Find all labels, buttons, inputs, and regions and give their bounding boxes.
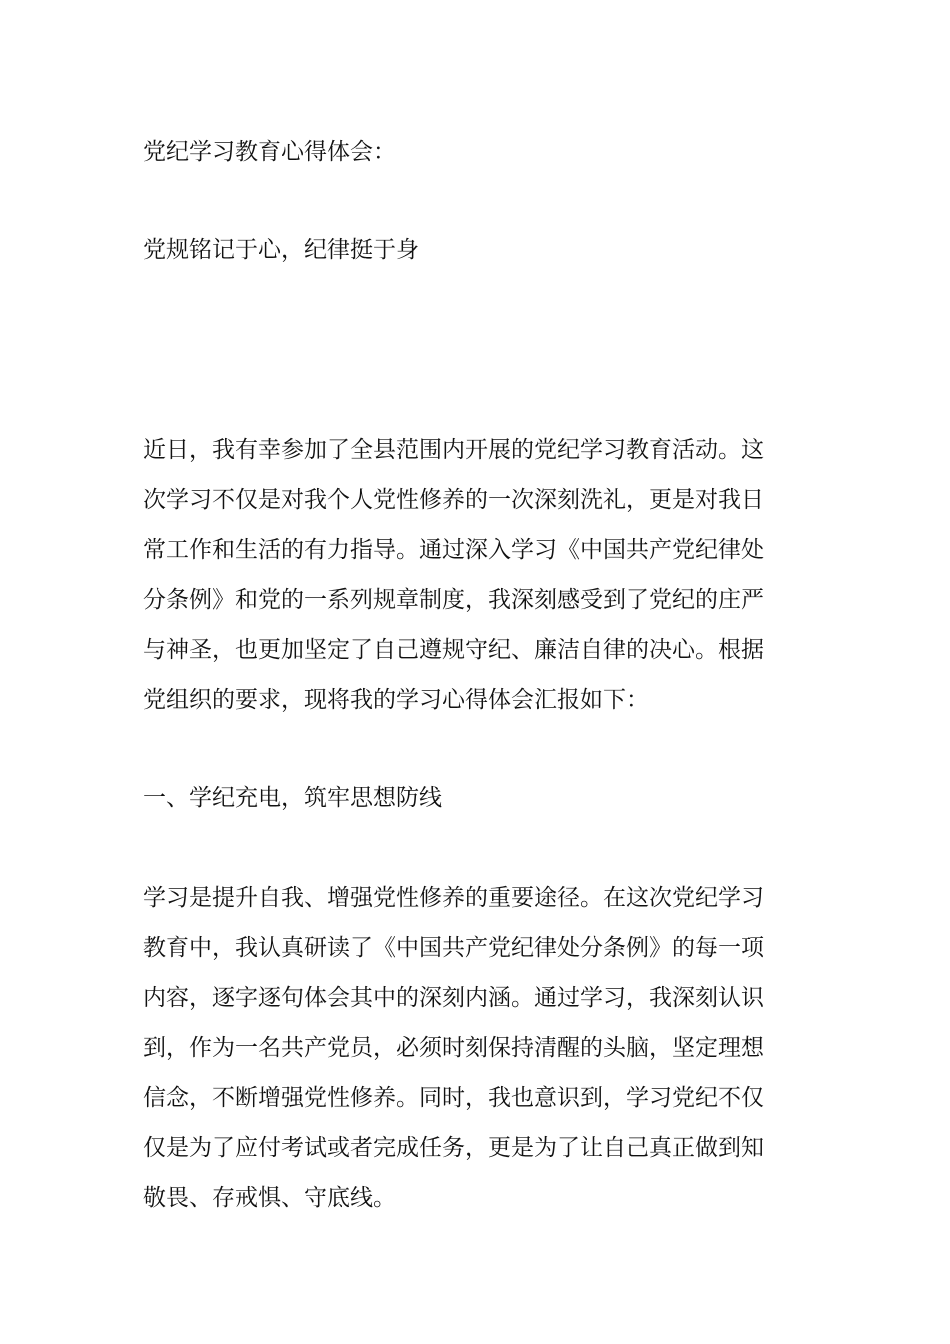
- paragraph-line: 党组织的要求，现将我的学习心得体会汇报如下：: [143, 687, 649, 713]
- paragraph-line: 教育中，我认真研读了《中国共产党纪律处分条例》的每一项: [143, 935, 764, 961]
- paragraph-line: 分条例》和党的一系列规章制度，我深刻感受到了党纪的庄严: [143, 587, 764, 613]
- paragraph-line: 信念，不断增强党性修养。同时，我也意识到，学习党纪不仅: [143, 1085, 764, 1111]
- paragraph-line: 次学习不仅是对我个人党性修养的一次深刻洗礼，更是对我日: [143, 487, 764, 513]
- paragraph-line: 与神圣，也更加坚定了自己遵规守纪、廉洁自律的决心。根据: [143, 637, 764, 663]
- paragraph-line: 仅是为了应付考试或者完成任务，更是为了让自己真正做到知: [143, 1135, 764, 1161]
- section-heading: 一、学纪充电，筑牢思想防线: [143, 785, 442, 811]
- document-title: 党纪学习教育心得体会：: [143, 139, 396, 165]
- intro-paragraph: [143, 425, 764, 725]
- paragraph-line: 内容，逐字逐句体会其中的深刻内涵。通过学习，我深刻认识: [143, 985, 764, 1011]
- paragraph-line: 近日，我有幸参加了全县范围内开展的党纪学习教育活动。这: [143, 437, 764, 463]
- paragraph-line: 常工作和生活的有力指导。通过深入学习《中国共产党纪律处: [143, 537, 764, 563]
- paragraph-line: 到，作为一名共产党员，必须时刻保持清醒的头脑，坚定理想: [143, 1035, 764, 1061]
- document-subtitle: 党规铭记于心，纪律挺于身: [143, 237, 419, 263]
- paragraph-line: 敬畏、存戒惧、守底线。: [143, 1185, 396, 1211]
- section-paragraph: [143, 873, 764, 1223]
- paragraph-line: 学习是提升自我、增强党性修养的重要途径。在这次党纪学习: [143, 885, 764, 911]
